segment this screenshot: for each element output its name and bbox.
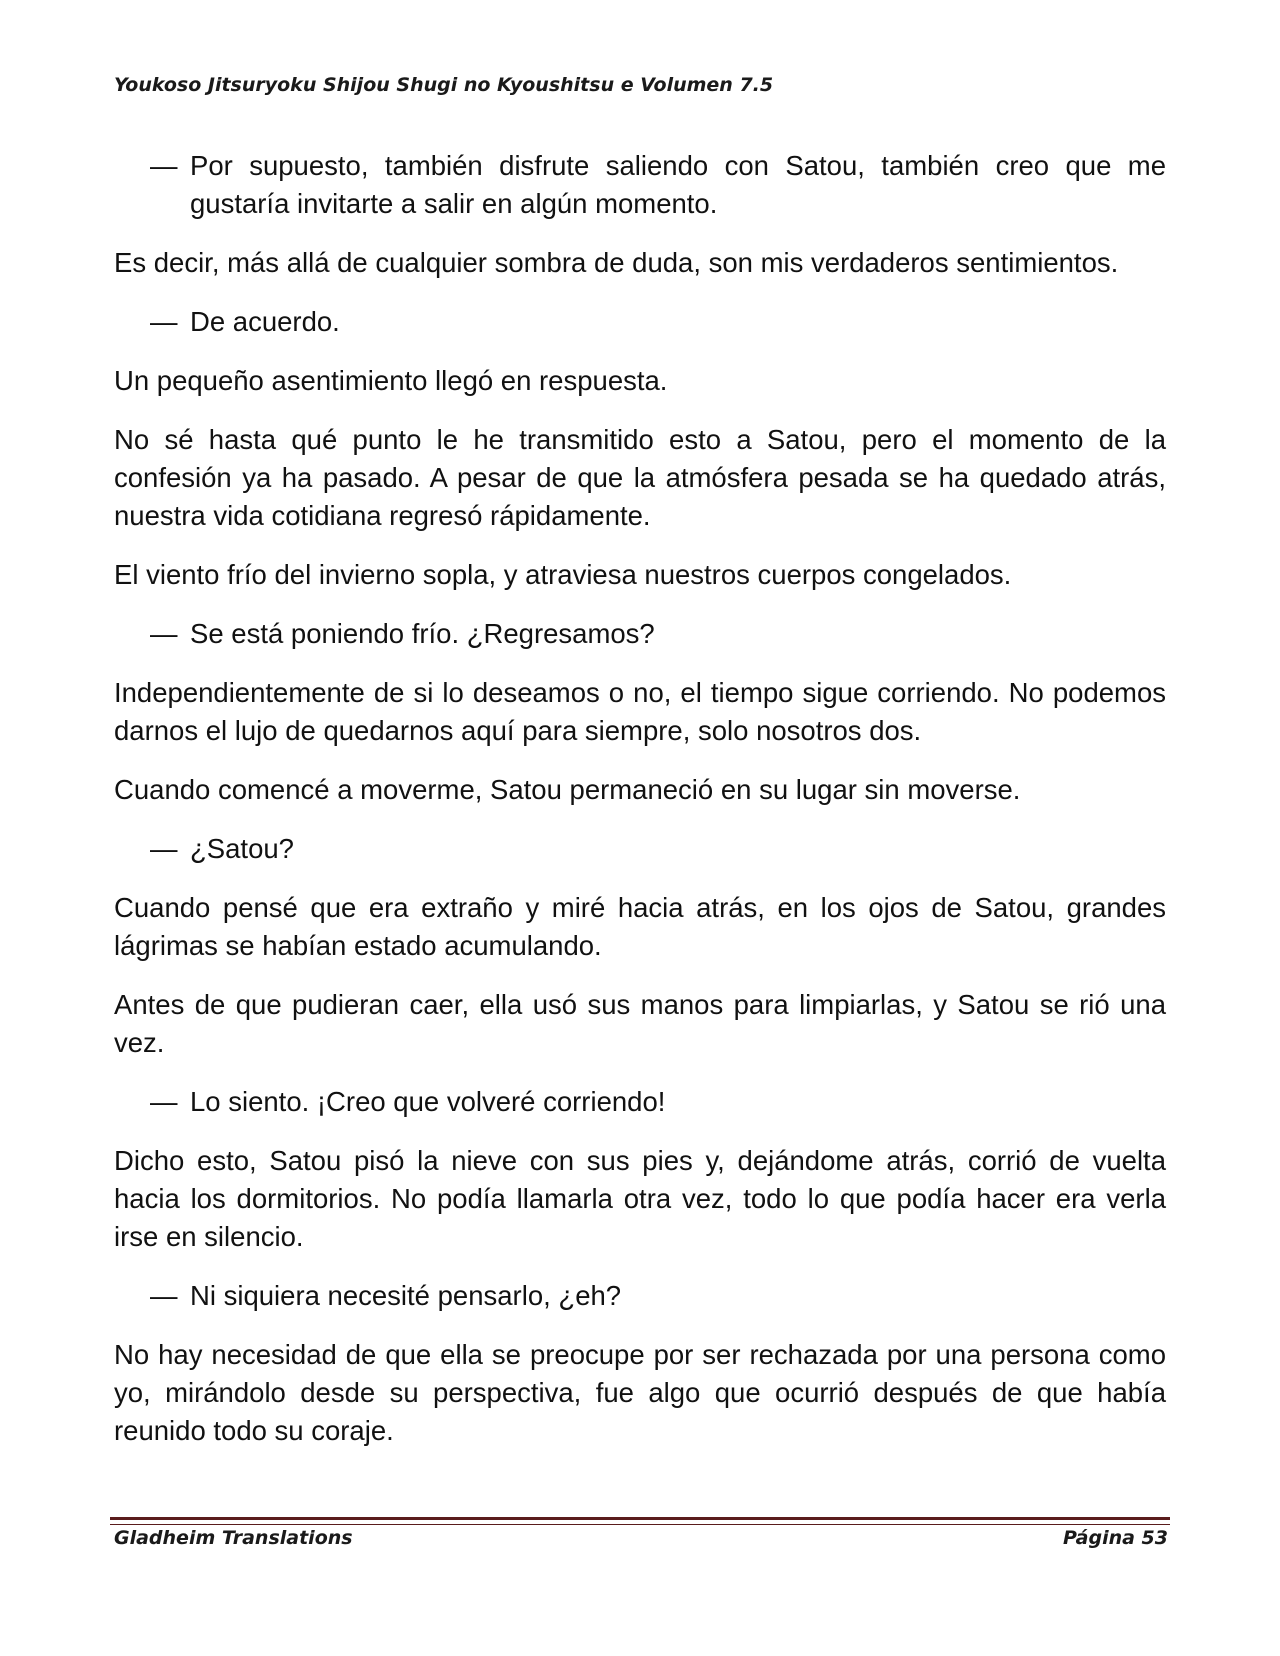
dialogue-dash: — [150, 618, 178, 649]
narration-paragraph: Independientemente de si lo deseamos o no, el tiempo sigue corriendo. No podemos darnos el lujo de quedarnos aquí para siempre, solo nosotros dos. [114, 677, 1166, 746]
narration-paragraph: No sé hasta qué punto le he transmitido esto a Satou, pero el momento de la confesión ya ha pasado. A pesar de que la atmósfera pesada se ha quedado atrás, nuestra vida cotidiana regresó rápidamente. [114, 424, 1166, 531]
paragraph-text: De acuerdo. [190, 306, 340, 337]
running-header: Youkoso Jitsuryoku Shijou Shugi no Kyoushitsu e Volumen 7.5 [114, 74, 774, 96]
narration-paragraph: El viento frío del invierno sopla, y atraviesa nuestros cuerpos congelados. [114, 559, 1012, 590]
narration-paragraph: Cuando pensé que era extraño y miré hacia atrás, en los ojos de Satou, grandes lágrimas se habían estado acumulando. [114, 892, 1166, 961]
dialogue-paragraph [114, 1083, 1166, 1121]
paragraph-text: Por supuesto, también disfrute saliendo con Satou, también creo que me gustaría invitarte a salir en algún momento. [190, 150, 1166, 219]
narration-paragraph: Dicho esto, Satou pisó la nieve con sus pies y, dejándome atrás, corrió de vuelta hacia los dormitorios. No podía llamarla otra vez, todo lo que podía hacer era verla irse en silencio. [114, 1145, 1166, 1252]
narration-paragraph: Un pequeño asentimiento llegó en respuesta. [114, 365, 668, 396]
page-body [114, 147, 1166, 1471]
narration-paragraph: Es decir, más allá de cualquier sombra de duda, son mis verdaderos sentimientos. [114, 247, 1119, 278]
paragraph-text: Se está poniendo frío. ¿Regresamos? [190, 618, 655, 649]
narration-paragraph: Antes de que pudieran caer, ella usó sus manos para limpiarlas, y Satou se rió una vez. [114, 989, 1166, 1058]
dialogue-paragraph [114, 1277, 1166, 1315]
dialogue-paragraph [114, 303, 1166, 341]
dialogue-paragraph [114, 830, 1166, 868]
dialogue-paragraph [114, 147, 1166, 223]
footer-translator-credit: Gladheim Translations [114, 1527, 353, 1549]
paragraph-text: Lo siento. ¡Creo que volveré corriendo! [190, 1086, 666, 1117]
paragraph-text: Ni siquiera necesité pensarlo, ¿eh? [190, 1280, 622, 1311]
dialogue-dash: — [150, 306, 178, 337]
paragraph-text: ¿Satou? [190, 833, 294, 864]
dialogue-dash: — [150, 1086, 178, 1117]
dialogue-paragraph [114, 615, 1166, 653]
dialogue-dash: — [150, 1280, 178, 1311]
footer-page-number: Página 53 [1062, 1527, 1168, 1549]
dialogue-dash: — [150, 833, 178, 864]
narration-paragraph: Cuando comencé a moverme, Satou permaneció en su lugar sin moverse. [114, 774, 1021, 805]
narration-paragraph: No hay necesidad de que ella se preocupe por ser rechazada por una persona como yo, mirándolo desde su perspectiva, fue algo que ocurrió después de que había reunido todo su coraje. [114, 1339, 1166, 1446]
dialogue-dash: — [150, 150, 178, 181]
footer-divider [110, 1517, 1170, 1525]
